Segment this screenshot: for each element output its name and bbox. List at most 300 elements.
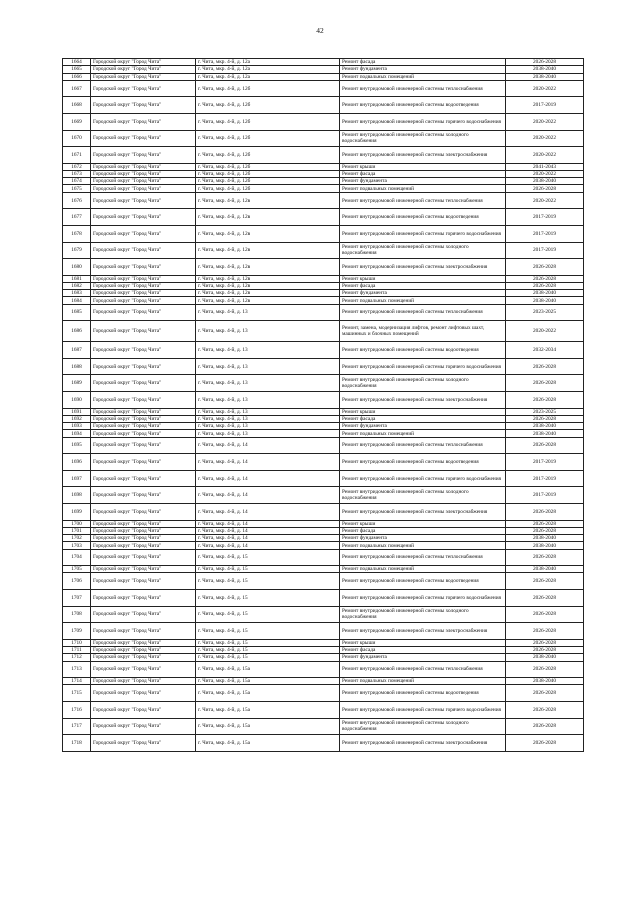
table-row: [63, 209, 584, 226]
municipality-cell: Городской округ "Город Чита": [91, 527, 196, 534]
row-number: 1680: [63, 259, 91, 276]
municipality-cell: Городской округ "Город Чита": [91, 259, 196, 276]
period-cell: 2026-2028: [506, 549, 584, 566]
address-cell: г. Чита, мкр. 4-й, д. 12в: [196, 192, 340, 209]
period-cell: 2038-2040: [506, 290, 584, 297]
address-cell: г. Чита, мкр. 4-й, д. 12б: [196, 170, 340, 177]
municipality-cell: Городской округ "Город Чита": [91, 73, 196, 80]
address-cell: г. Чита, мкр. 4-й, д. 12в: [196, 290, 340, 297]
work-type-cell: Ремонт фундамента: [340, 66, 506, 73]
municipality-cell: Городской округ "Город Чита": [91, 290, 196, 297]
work-type-cell: Ремонт фасада: [340, 282, 506, 289]
address-cell: г. Чита, мкр. 4-й, д. 14: [196, 504, 340, 521]
period-cell: 2032-2034: [506, 342, 584, 359]
row-number: 1679: [63, 242, 91, 259]
table-row: [63, 66, 584, 73]
address-cell: г. Чита, мкр. 4-й, д. 15: [196, 549, 340, 566]
table-row: [63, 454, 584, 471]
table-row: [63, 297, 584, 304]
address-cell: г. Чита, мкр. 4-й, д. 12б: [196, 178, 340, 185]
row-number: 1701: [63, 527, 91, 534]
table-row: [63, 735, 584, 752]
row-number: 1698: [63, 487, 91, 504]
table-row: [63, 130, 584, 147]
row-number: 1673: [63, 170, 91, 177]
row-number: 1665: [63, 66, 91, 73]
work-type-cell: Ремонт фундамента: [340, 535, 506, 542]
work-type-cell: Ремонт фундамента: [340, 423, 506, 430]
row-number: 1697: [63, 470, 91, 487]
work-type-cell: Ремонт внутридомовой инженерной системы электроснабжения: [340, 735, 506, 752]
address-cell: г. Чита, мкр. 4-й, д. 12в: [196, 275, 340, 282]
table-row: [63, 392, 584, 409]
table-row: [63, 520, 584, 527]
work-type-cell: Ремонт внутридомовой инженерной системы водоотведения: [340, 97, 506, 114]
row-number: 1689: [63, 375, 91, 392]
address-cell: г. Чита, мкр. 4-й, д. 15: [196, 566, 340, 573]
period-cell: 2038-2040: [506, 73, 584, 80]
table-row: [63, 430, 584, 437]
municipality-cell: Городской округ "Город Чита": [91, 535, 196, 542]
table-row: [63, 178, 584, 185]
work-type-cell: Ремонт внутридомовой инженерной системы теплоснабжения: [340, 549, 506, 566]
work-type-cell: Ремонт внутридомовой инженерной системы электроснабжения: [340, 392, 506, 409]
period-cell: 2020-2022: [506, 113, 584, 130]
period-cell: 2020-2022: [506, 192, 584, 209]
work-type-cell: Ремонт, замена, модернизация лифтов, ремонт лифтовых шахт, машинных и блочных помещений: [340, 321, 506, 342]
period-cell: 2038-2040: [506, 66, 584, 73]
municipality-cell: Городской округ "Город Чита": [91, 147, 196, 164]
work-type-cell: Ремонт внутридомовой инженерной системы водоотведения: [340, 573, 506, 590]
table-row: [63, 225, 584, 242]
period-cell: 2026-2028: [506, 718, 584, 735]
period-cell: 2023-2025: [506, 304, 584, 321]
address-cell: г. Чита, мкр. 4-й, д. 12в: [196, 259, 340, 276]
address-cell: г. Чита, мкр. 4-й, д. 12а: [196, 59, 340, 66]
row-number: 1692: [63, 415, 91, 422]
table-row: [63, 566, 584, 573]
work-type-cell: Ремонт внутридомовой инженерной системы водоотведения: [340, 454, 506, 471]
row-number: 1703: [63, 542, 91, 549]
work-type-cell: Ремонт крыши: [340, 639, 506, 646]
municipality-cell: Городской округ "Город Чита": [91, 470, 196, 487]
address-cell: г. Чита, мкр. 4-й, д. 15: [196, 647, 340, 654]
work-type-cell: Ремонт внутридомовой инженерной системы водоотведения: [340, 685, 506, 702]
municipality-cell: Городской округ "Город Чита": [91, 504, 196, 521]
address-cell: г. Чита, мкр. 4-й, д. 12в: [196, 282, 340, 289]
address-cell: г. Чита, мкр. 4-й, д. 12б: [196, 80, 340, 97]
period-cell: 2026-2028: [506, 520, 584, 527]
row-number: 1709: [63, 623, 91, 640]
work-type-cell: Ремонт внутридомовой инженерной системы холодного водоснабжения: [340, 487, 506, 504]
period-cell: 2026-2028: [506, 606, 584, 623]
work-type-cell: Ремонт крыши: [340, 275, 506, 282]
address-cell: г. Чита, мкр. 4-й, д. 14: [196, 454, 340, 471]
municipality-cell: Городской округ "Город Чита": [91, 185, 196, 192]
period-cell: 2017-2019: [506, 242, 584, 259]
work-type-cell: Ремонт фундамента: [340, 654, 506, 661]
municipality-cell: Городской округ "Город Чита": [91, 282, 196, 289]
table-row: [63, 242, 584, 259]
table-row: [63, 73, 584, 80]
row-number: 1693: [63, 423, 91, 430]
municipality-cell: Городской округ "Город Чита": [91, 275, 196, 282]
municipality-cell: Городской округ "Город Чита": [91, 702, 196, 719]
table-row: [63, 259, 584, 276]
row-number: 1714: [63, 678, 91, 685]
address-cell: г. Чита, мкр. 4-й, д. 13: [196, 375, 340, 392]
address-cell: г. Чита, мкр. 4-й, д. 13: [196, 304, 340, 321]
municipality-cell: Городской округ "Город Чита": [91, 392, 196, 409]
table-row: [63, 678, 584, 685]
municipality-cell: Городской округ "Город Чита": [91, 321, 196, 342]
address-cell: г. Чита, мкр. 4-й, д. 14: [196, 437, 340, 454]
address-cell: г. Чита, мкр. 4-й, д. 15а: [196, 718, 340, 735]
address-cell: г. Чита, мкр. 4-й, д. 12б: [196, 113, 340, 130]
address-cell: г. Чита, мкр. 4-й, д. 13: [196, 408, 340, 415]
period-cell: 2026-2028: [506, 415, 584, 422]
address-cell: г. Чита, мкр. 4-й, д. 12а: [196, 73, 340, 80]
work-type-cell: Ремонт внутридомовой инженерной системы горячего водоснабжения: [340, 702, 506, 719]
table-row: [63, 504, 584, 521]
address-cell: г. Чита, мкр. 4-й, д. 12а: [196, 66, 340, 73]
row-number: 1691: [63, 408, 91, 415]
row-number: 1704: [63, 549, 91, 566]
municipality-cell: Городской округ "Город Чита": [91, 566, 196, 573]
row-number: 1688: [63, 358, 91, 375]
period-cell: 2026-2028: [506, 661, 584, 678]
table-row: [63, 542, 584, 549]
work-type-cell: Ремонт внутридомовой инженерной системы электроснабжения: [340, 259, 506, 276]
row-number: 1669: [63, 113, 91, 130]
period-cell: 2026-2028: [506, 259, 584, 276]
period-cell: 2017-2019: [506, 225, 584, 242]
row-number: 1706: [63, 573, 91, 590]
table-row: [63, 606, 584, 623]
municipality-cell: Городской округ "Город Чита": [91, 225, 196, 242]
table-row: [63, 342, 584, 359]
row-number: 1699: [63, 504, 91, 521]
municipality-cell: Городской округ "Город Чита": [91, 297, 196, 304]
work-type-cell: Ремонт подвальных помещений: [340, 678, 506, 685]
work-type-cell: Ремонт подвальных помещений: [340, 542, 506, 549]
period-cell: 2038-2040: [506, 678, 584, 685]
work-type-cell: Ремонт внутридомовой инженерной системы теплоснабжения: [340, 304, 506, 321]
municipality-cell: Городской округ "Город Чита": [91, 59, 196, 66]
municipality-cell: Городской округ "Город Чита": [91, 735, 196, 752]
page-number: 42: [316, 26, 324, 35]
table-row: [63, 549, 584, 566]
period-cell: 2026-2028: [506, 275, 584, 282]
work-type-cell: Ремонт внутридомовой инженерной системы горячего водоснабжения: [340, 113, 506, 130]
period-cell: 2017-2019: [506, 97, 584, 114]
municipality-cell: Городской округ "Город Чита": [91, 375, 196, 392]
table-row: [63, 685, 584, 702]
period-cell: 2026-2028: [506, 527, 584, 534]
repair-schedule-table: [62, 58, 584, 752]
period-cell: 2038-2040: [506, 430, 584, 437]
row-number: 1675: [63, 185, 91, 192]
period-cell: 2038-2040: [506, 297, 584, 304]
municipality-cell: Городской округ "Город Чита": [91, 192, 196, 209]
municipality-cell: Городской округ "Город Чита": [91, 415, 196, 422]
work-type-cell: Ремонт внутридомовой инженерной системы горячего водоснабжения: [340, 358, 506, 375]
table-row: [63, 113, 584, 130]
municipality-cell: Городской округ "Город Чита": [91, 661, 196, 678]
work-type-cell: Ремонт внутридомовой инженерной системы холодного водоснабжения: [340, 606, 506, 623]
address-cell: г. Чита, мкр. 4-й, д. 12б: [196, 97, 340, 114]
table-row: [63, 170, 584, 177]
work-type-cell: Ремонт внутридомовой инженерной системы электроснабжения: [340, 147, 506, 164]
table-row: [63, 185, 584, 192]
municipality-cell: Городской округ "Город Чита": [91, 358, 196, 375]
period-cell: 2026-2028: [506, 735, 584, 752]
municipality-cell: Городской округ "Город Чита": [91, 163, 196, 170]
work-type-cell: Ремонт внутридомовой инженерной системы теплоснабжения: [340, 192, 506, 209]
table-row: [63, 487, 584, 504]
period-cell: 2026-2028: [506, 392, 584, 409]
table-row: [63, 163, 584, 170]
work-type-cell: Ремонт крыши: [340, 520, 506, 527]
municipality-cell: Городской округ "Город Чита": [91, 80, 196, 97]
address-cell: г. Чита, мкр. 4-й, д. 15: [196, 654, 340, 661]
row-number: 1695: [63, 437, 91, 454]
work-type-cell: Ремонт внутридомовой инженерной системы холодного водоснабжения: [340, 130, 506, 147]
period-cell: 2017-2019: [506, 487, 584, 504]
address-cell: г. Чита, мкр. 4-й, д. 15а: [196, 685, 340, 702]
municipality-cell: Городской округ "Город Чита": [91, 97, 196, 114]
table-row: [63, 415, 584, 422]
work-type-cell: Ремонт фасада: [340, 59, 506, 66]
municipality-cell: Городской округ "Город Чита": [91, 437, 196, 454]
row-number: 1666: [63, 73, 91, 80]
municipality-cell: Городской округ "Город Чита": [91, 590, 196, 607]
row-number: 1686: [63, 321, 91, 342]
work-type-cell: Ремонт внутридомовой инженерной системы теплоснабжения: [340, 437, 506, 454]
table-row: [63, 437, 584, 454]
period-cell: 2020-2022: [506, 130, 584, 147]
address-cell: г. Чита, мкр. 4-й, д. 15а: [196, 702, 340, 719]
address-cell: г. Чита, мкр. 4-й, д. 14: [196, 535, 340, 542]
municipality-cell: Городской округ "Город Чита": [91, 685, 196, 702]
work-type-cell: Ремонт подвальных помещений: [340, 297, 506, 304]
work-type-cell: Ремонт фасада: [340, 170, 506, 177]
row-number: 1708: [63, 606, 91, 623]
table-row: [63, 661, 584, 678]
work-type-cell: Ремонт внутридомовой инженерной системы холодного водоснабжения: [340, 718, 506, 735]
table-row: [63, 321, 584, 342]
address-cell: г. Чита, мкр. 4-й, д. 13: [196, 342, 340, 359]
table-row: [63, 702, 584, 719]
period-cell: 2026-2028: [506, 623, 584, 640]
work-type-cell: Ремонт внутридомовой инженерной системы холодного водоснабжения: [340, 375, 506, 392]
row-number: 1705: [63, 566, 91, 573]
work-type-cell: Ремонт внутридомовой инженерной системы горячего водоснабжения: [340, 590, 506, 607]
address-cell: г. Чита, мкр. 4-й, д. 14: [196, 520, 340, 527]
address-cell: г. Чита, мкр. 4-й, д. 12в: [196, 209, 340, 226]
table-row: [63, 290, 584, 297]
address-cell: г. Чита, мкр. 4-й, д. 13: [196, 423, 340, 430]
row-number: 1664: [63, 59, 91, 66]
address-cell: г. Чита, мкр. 4-й, д. 15: [196, 639, 340, 646]
period-cell: 2026-2028: [506, 59, 584, 66]
municipality-cell: Городской округ "Город Чита": [91, 639, 196, 646]
address-cell: г. Чита, мкр. 4-й, д. 13: [196, 430, 340, 437]
address-cell: г. Чита, мкр. 4-й, д. 15а: [196, 678, 340, 685]
work-type-cell: Ремонт внутридомовой инженерной системы горячего водоснабжения: [340, 470, 506, 487]
period-cell: 2038-2040: [506, 178, 584, 185]
row-number: 1696: [63, 454, 91, 471]
row-number: 1668: [63, 97, 91, 114]
address-cell: г. Чита, мкр. 4-й, д. 15: [196, 590, 340, 607]
period-cell: 2017-2019: [506, 209, 584, 226]
work-type-cell: Ремонт фасада: [340, 647, 506, 654]
municipality-cell: Городской округ "Город Чита": [91, 170, 196, 177]
row-number: 1683: [63, 290, 91, 297]
row-number: 1690: [63, 392, 91, 409]
address-cell: г. Чита, мкр. 4-й, д. 12б: [196, 147, 340, 164]
row-number: 1712: [63, 654, 91, 661]
address-cell: г. Чита, мкр. 4-й, д. 12б: [196, 163, 340, 170]
municipality-cell: Городской округ "Город Чита": [91, 304, 196, 321]
row-number: 1672: [63, 163, 91, 170]
row-number: 1674: [63, 178, 91, 185]
row-number: 1702: [63, 535, 91, 542]
table-row: [63, 97, 584, 114]
period-cell: 2020-2022: [506, 321, 584, 342]
table-row: [63, 647, 584, 654]
work-type-cell: Ремонт подвальных помещений: [340, 185, 506, 192]
period-cell: 2026-2028: [506, 685, 584, 702]
period-cell: 2026-2028: [506, 647, 584, 654]
row-number: 1670: [63, 130, 91, 147]
row-number: 1707: [63, 590, 91, 607]
address-cell: г. Чита, мкр. 4-й, д. 12в: [196, 242, 340, 259]
work-type-cell: Ремонт крыши: [340, 163, 506, 170]
period-cell: 2020-2022: [506, 147, 584, 164]
table-row: [63, 275, 584, 282]
period-cell: 2038-2040: [506, 542, 584, 549]
work-type-cell: Ремонт внутридомовой инженерной системы водоотведения: [340, 209, 506, 226]
table-row: [63, 590, 584, 607]
row-number: 1678: [63, 225, 91, 242]
table-row: [63, 59, 584, 66]
period-cell: 2026-2028: [506, 590, 584, 607]
work-type-cell: Ремонт внутридомовой инженерной системы горячего водоснабжения: [340, 225, 506, 242]
municipality-cell: Городской округ "Город Чита": [91, 242, 196, 259]
period-cell: 2026-2028: [506, 639, 584, 646]
work-type-cell: Ремонт подвальных помещений: [340, 430, 506, 437]
work-type-cell: Ремонт внутридомовой инженерной системы теплоснабжения: [340, 661, 506, 678]
work-type-cell: Ремонт подвальных помещений: [340, 73, 506, 80]
row-number: 1667: [63, 80, 91, 97]
municipality-cell: Городской округ "Город Чита": [91, 549, 196, 566]
period-cell: 2017-2019: [506, 470, 584, 487]
work-type-cell: Ремонт фасада: [340, 415, 506, 422]
address-cell: г. Чита, мкр. 4-й, д. 13: [196, 321, 340, 342]
row-number: 1681: [63, 275, 91, 282]
address-cell: г. Чита, мкр. 4-й, д. 13: [196, 392, 340, 409]
table-row: [63, 282, 584, 289]
period-cell: 2038-2040: [506, 423, 584, 430]
municipality-cell: Городской округ "Город Чита": [91, 178, 196, 185]
row-number: 1677: [63, 209, 91, 226]
work-type-cell: Ремонт крыши: [340, 408, 506, 415]
work-type-cell: Ремонт внутридомовой инженерной системы водоотведения: [340, 342, 506, 359]
address-cell: г. Чита, мкр. 4-й, д. 12в: [196, 225, 340, 242]
address-cell: г. Чита, мкр. 4-й, д. 14: [196, 542, 340, 549]
table-body: [63, 59, 584, 752]
municipality-cell: Городской округ "Город Чита": [91, 487, 196, 504]
table-row: [63, 639, 584, 646]
period-cell: 2041-2043: [506, 163, 584, 170]
period-cell: 2026-2028: [506, 185, 584, 192]
period-cell: 2020-2022: [506, 80, 584, 97]
municipality-cell: Городской округ "Город Чита": [91, 654, 196, 661]
municipality-cell: Городской округ "Город Чита": [91, 130, 196, 147]
row-number: 1700: [63, 520, 91, 527]
address-cell: г. Чита, мкр. 4-й, д. 15: [196, 573, 340, 590]
period-cell: 2038-2040: [506, 535, 584, 542]
address-cell: г. Чита, мкр. 4-й, д. 13: [196, 358, 340, 375]
row-number: 1713: [63, 661, 91, 678]
period-cell: 2038-2040: [506, 654, 584, 661]
period-cell: 2026-2028: [506, 504, 584, 521]
table-row: [63, 147, 584, 164]
municipality-cell: Городской округ "Город Чита": [91, 430, 196, 437]
period-cell: 2038-2040: [506, 566, 584, 573]
table-row: [63, 573, 584, 590]
row-number: 1717: [63, 718, 91, 735]
row-number: 1710: [63, 639, 91, 646]
municipality-cell: Городской округ "Город Чита": [91, 718, 196, 735]
work-type-cell: Ремонт внутридомовой инженерной системы холодного водоснабжения: [340, 242, 506, 259]
municipality-cell: Городской округ "Город Чита": [91, 408, 196, 415]
period-cell: 2017-2019: [506, 454, 584, 471]
table-row: [63, 623, 584, 640]
municipality-cell: Городской округ "Город Чита": [91, 520, 196, 527]
row-number: 1716: [63, 702, 91, 719]
period-cell: 2026-2028: [506, 437, 584, 454]
address-cell: г. Чита, мкр. 4-й, д. 14: [196, 527, 340, 534]
table-row: [63, 535, 584, 542]
table-row: [63, 423, 584, 430]
period-cell: 2026-2028: [506, 375, 584, 392]
row-number: 1685: [63, 304, 91, 321]
work-type-cell: Ремонт подвальных помещений: [340, 566, 506, 573]
municipality-cell: Городской округ "Город Чита": [91, 573, 196, 590]
municipality-cell: Городской округ "Город Чита": [91, 623, 196, 640]
municipality-cell: Городской округ "Город Чита": [91, 647, 196, 654]
row-number: 1715: [63, 685, 91, 702]
municipality-cell: Городской округ "Город Чита": [91, 423, 196, 430]
municipality-cell: Городской округ "Город Чита": [91, 678, 196, 685]
address-cell: г. Чита, мкр. 4-й, д. 15а: [196, 661, 340, 678]
work-type-cell: Ремонт внутридомовой инженерной системы электроснабжения: [340, 504, 506, 521]
table-row: [63, 358, 584, 375]
row-number: 1694: [63, 430, 91, 437]
work-type-cell: Ремонт внутридомовой инженерной системы электроснабжения: [340, 623, 506, 640]
municipality-cell: Городской округ "Город Чита": [91, 113, 196, 130]
address-cell: г. Чита, мкр. 4-й, д. 15: [196, 606, 340, 623]
work-type-cell: Ремонт фундамента: [340, 178, 506, 185]
table-row: [63, 192, 584, 209]
work-type-cell: Ремонт фундамента: [340, 290, 506, 297]
table-row: [63, 527, 584, 534]
municipality-cell: Городской округ "Город Чита": [91, 209, 196, 226]
row-number: 1684: [63, 297, 91, 304]
address-cell: г. Чита, мкр. 4-й, д. 13: [196, 415, 340, 422]
